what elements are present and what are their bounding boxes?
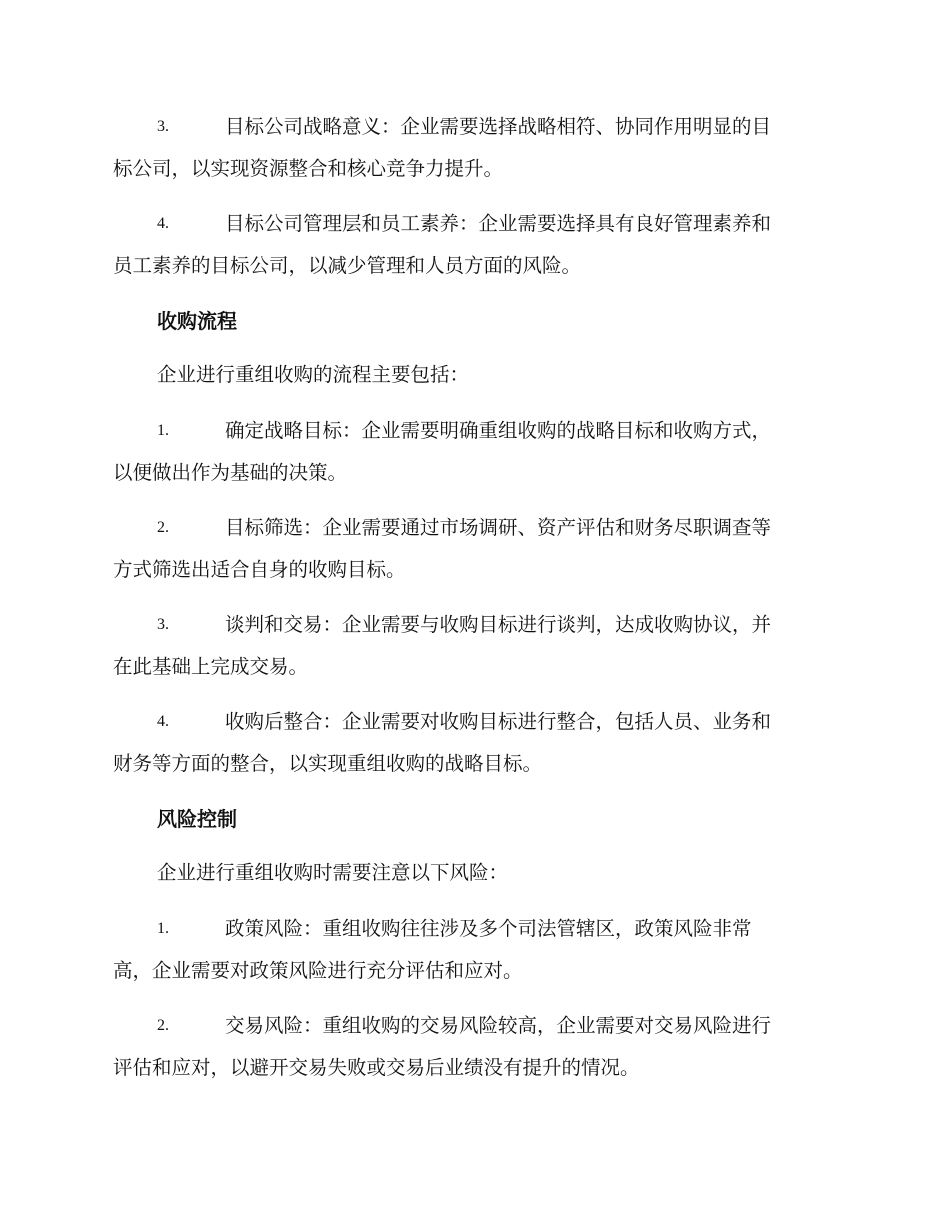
- section-heading-acquisition-process: 收购流程: [157, 309, 237, 333]
- list-text-line: 标公司，以实现资源整合和核心竞争力提升。: [113, 157, 504, 180]
- list-number: 3.: [157, 616, 169, 633]
- list-text-line: 谈判和交易：企业需要与收购目标进行谈判，达成收购协议，并: [225, 613, 772, 636]
- list-text-line: 收购后整合：企业需要对收购目标进行整合，包括人员、业务和: [225, 710, 772, 733]
- list-item: [113, 410, 833, 494]
- section-intro-paragraph: 企业进行重组收购时需要注意以下风险：: [157, 861, 509, 884]
- list-item: [113, 203, 833, 287]
- list-text-line: 高，企业需要对政策风险进行充分评估和应对。: [113, 959, 523, 982]
- list-item: [113, 106, 833, 190]
- list-text-line: 确定战略目标：企业需要明确重组收购的战略目标和收购方式，: [225, 419, 772, 442]
- list-item: [113, 701, 833, 785]
- list-text-line: 政策风险：重组收购往往涉及多个司法管辖区，政策风险非常: [225, 917, 752, 940]
- list-item: [113, 604, 833, 688]
- list-number: 2.: [157, 1017, 169, 1034]
- list-item: [113, 1005, 833, 1089]
- list-text-line: 方式筛选出适合自身的收购目标。: [113, 558, 406, 581]
- list-text-line: 目标筛选：企业需要通过市场调研、资产评估和财务尽职调查等: [225, 516, 772, 539]
- list-item: [113, 507, 833, 591]
- list-text-line: 财务等方面的整合，以实现重组收购的战略目标。: [113, 752, 543, 775]
- list-number: 2.: [157, 519, 169, 536]
- list-text-line: 目标公司战略意义：企业需要选择战略相符、协同作用明显的目: [225, 115, 772, 138]
- list-text-line: 交易风险：重组收购的交易风险较高，企业需要对交易风险进行: [225, 1014, 772, 1037]
- list-text-line: 员工素养的目标公司，以减少管理和人员方面的风险。: [113, 254, 582, 277]
- list-text-line: 在此基础上完成交易。: [113, 655, 309, 678]
- list-item: [113, 908, 833, 992]
- list-number: 3.: [157, 118, 169, 135]
- list-text-line: 目标公司管理层和员工素养：企业需要选择具有良好管理素养和: [225, 212, 772, 235]
- list-text-line: 评估和应对，以避开交易失败或交易后业绩没有提升的情况。: [113, 1056, 640, 1079]
- list-number: 1.: [157, 422, 169, 439]
- list-text-line: 以便做出作为基础的决策。: [113, 461, 348, 484]
- section-heading-risk-control: 风险控制: [157, 807, 237, 831]
- list-number: 1.: [157, 920, 169, 937]
- list-number: 4.: [157, 713, 169, 730]
- section-intro-paragraph: 企业进行重组收购的流程主要包括：: [157, 363, 470, 386]
- list-number: 4.: [157, 215, 169, 232]
